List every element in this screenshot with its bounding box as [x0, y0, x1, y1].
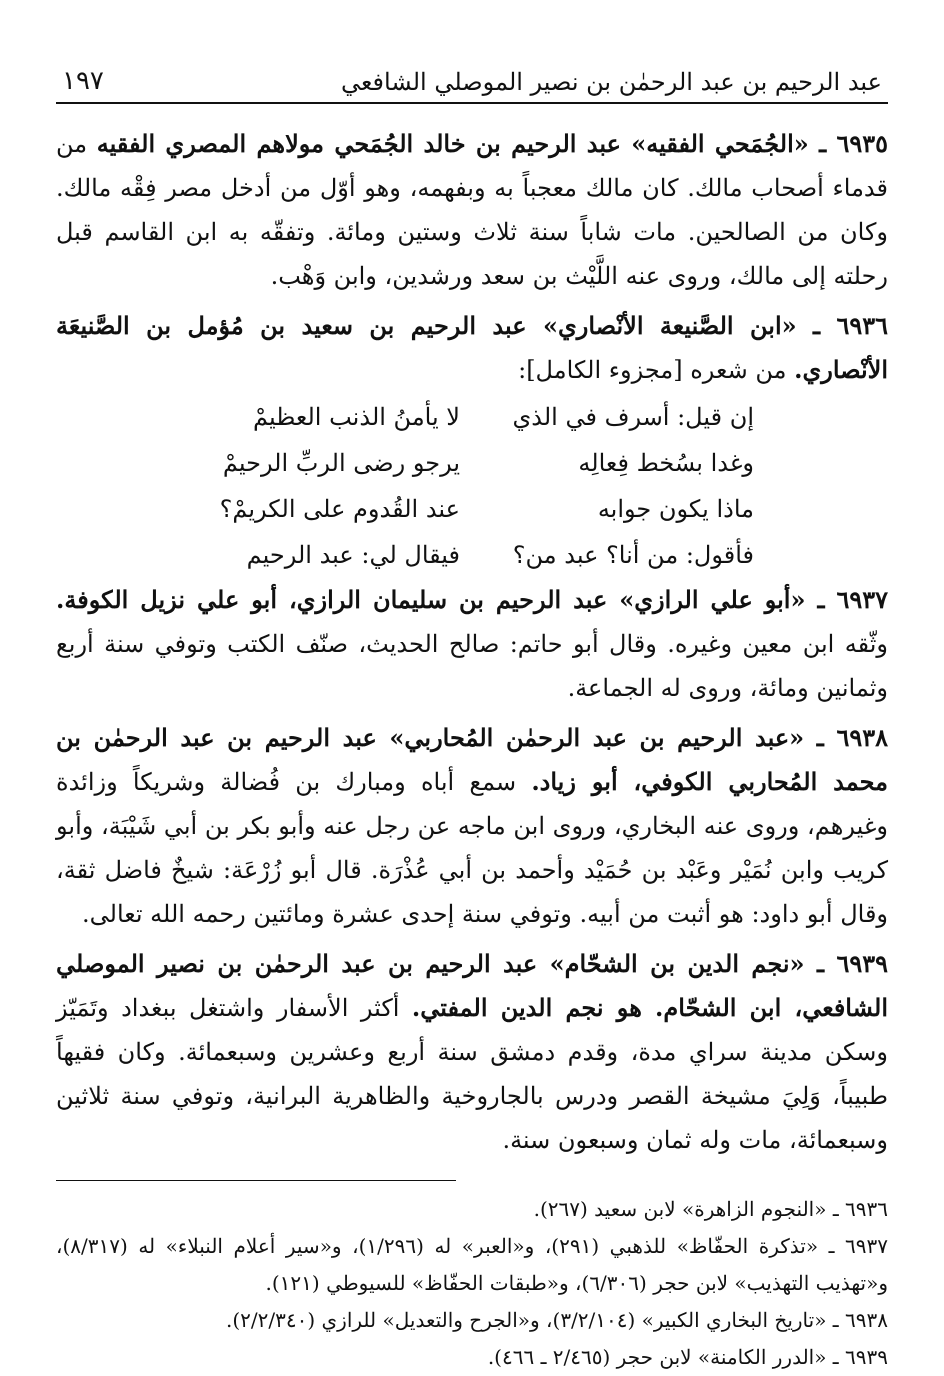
running-header — [56, 40, 888, 104]
entry-6938 — [56, 716, 888, 936]
entry-text: وثّقه ابن معين وغيره. وقال أبو حاتم: صالح الحديث، صنّف الكتب وتوفي سنة أربع وثمانين ومائة، وروى له الجماعة. — [56, 630, 888, 702]
entry-text: من قدماء أصحاب مالك. كان مالك معجباً به وبفهمه، وهو أوّل من أدخل مصر فِقْه مالك. وكان من الصالحين. مات شاباً سنة ثلاث وستين ومائة. وتفقّه به ابن القاسم قبل رحلته إلى مالك، وروى عنه اللَّيْث بن سعد ورشدين، وابن وَهْب. — [56, 130, 888, 290]
verse — [56, 532, 888, 578]
hemistich-first: فأقول: من أنا؟ عبد من؟ — [512, 541, 754, 569]
entry-6939 — [56, 942, 888, 1162]
entry-heading: ٦٩٣٩ ـ «نجم الدين بن الشحّام» عبد الرحيم بن عبد الرحمٰن بن نصير الموصلي الشافعي، ابن الشحّام. هو نجم الدين المفتي. — [56, 949, 888, 1022]
header-title: عبد الرحيم بن عبد الرحمٰن بن نصير الموصلي الشافعي — [340, 68, 882, 96]
entry-heading: ٦٩٣٧ ـ «أبو علي الرازي» عبد الرحيم بن سليمان الرازي، أبو علي نزيل الكوفة. — [56, 585, 888, 614]
entry-heading: ٦٩٣٥ ـ «الجُمَحي الفقيه» عبد الرحيم بن خالد الجُمَحي مولاهم المصري الفقيه — [96, 129, 889, 158]
hemistich-first: ماذا يكون جوابه — [597, 495, 754, 523]
poem — [56, 394, 888, 578]
hemistich-second: عند القُدوم على الكريمْ؟ — [219, 495, 460, 523]
hemistich-second: يرجو رضى الربِّ الرحيمْ — [222, 449, 460, 477]
entry-6936 — [56, 304, 888, 392]
footnote: ٦٩٣٧ ـ «تذكرة الحفّاظ» للذهبي (٢٩١)، و«العبر» له (١/٢٩٦)، و«سير أعلام النبلاء» له (٨/٣١٧)، و«تهذيب التهذيب» لابن حجر (٦/٣٠٦)، و«طبقات الحفّاظ» للسيوطي (١٢١). — [56, 1234, 888, 1295]
entry-heading: ٦٩٣٨ ـ «عبد الرحيم بن عبد الرحمٰن المُحاربي» عبد الرحيم بن عبد الرحمٰن بن محمد المُحاربي الكوفي، أبو زياد. — [56, 723, 888, 796]
footnote-separator — [56, 1180, 456, 1181]
entry-text: سمع أباه ومبارك بن فُضالة وشريكاً وزائدة وغيرهم، وروى عنه البخاري، وروى ابن ماجه عن رجل عنه وأبو بكر بن أبي شَيْبَة، وأبو كريب وابن نُمَيْر وعَبْد بن حُمَيْد وأحمد بن أبي عُذْرَة. قال أبو زُرْعَة: شيخٌ فاضل ثقة، وقال أبو داود: هو أثبت من أبيه. وتوفي سنة إحدى عشرة ومائتين رحمه الله تعالى. — [56, 768, 888, 928]
entry-text: من شعره [مجزوء الكامل]: — [518, 356, 795, 384]
page-number: ١٩٧ — [62, 66, 104, 96]
verse — [56, 486, 888, 532]
hemistich-second: فيقال لي: عبد الرحيم — [246, 541, 460, 569]
entry-text: أكثر الأسفار واشتغل ببغداد وتَمَيّز وسكن مدينة سراي مدة، وقدم دمشق سنة أربع وعشرين وسبعمائة. وكان فقيهاً طبيباً، وَلِيَ مشيخة القصر ودرس بالجاروخية والظاهرية البرانية، وتوفي سنة ثلاثين وسبعمائة، مات وله ثمان وسبعون سنة. — [56, 994, 888, 1154]
entry-6935 — [56, 122, 888, 298]
footnote: ٦٩٣٩ ـ «الدرر الكامنة» لابن حجر (٢/٤٦٥ ـ ٤٦٦). — [487, 1345, 888, 1369]
entry-6937 — [56, 578, 888, 710]
footnotes — [56, 1191, 888, 1376]
verse — [56, 440, 888, 486]
footnote: ٦٩٣٨ ـ «تاريخ البخاري الكبير» (٣/٢/١٠٤)، و«الجرح والتعديل» للرازي (٢/٢/٣٤٠). — [226, 1308, 888, 1332]
footnote: ٦٩٣٦ ـ «النجوم الزاهرة» لابن سعيد (٢٦٧). — [533, 1197, 888, 1221]
main-text — [56, 122, 888, 1162]
verse — [56, 394, 888, 440]
hemistich-first: إن قيل: أسرف في الذي — [512, 403, 754, 431]
hemistich-first: وغدا بسُخط فِعالِه — [578, 449, 754, 477]
entry-heading: ٦٩٣٦ ـ «ابن الصَّنيعة الأنْصاري» عبد الرحيم بن سعيد بن مُؤمل بن الصَّنيعَة الأنْصاري. — [56, 311, 888, 384]
hemistich-second: لا يأمنُ الذنب العظيمْ — [253, 403, 460, 431]
